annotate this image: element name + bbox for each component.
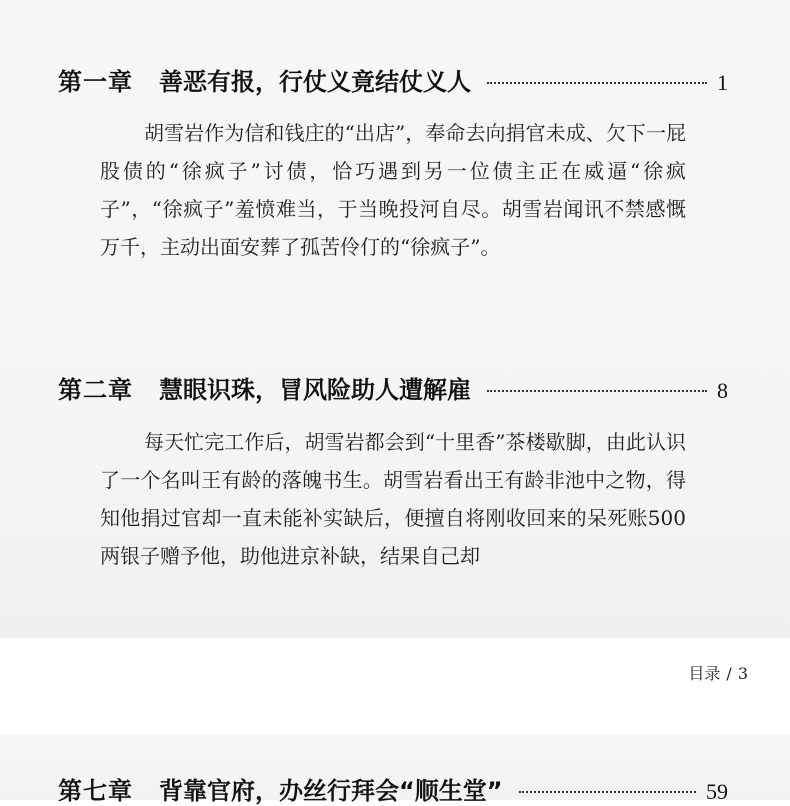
next-page-fragment bbox=[0, 735, 790, 805]
chapter-number: 第七章 bbox=[58, 777, 133, 805]
page-footer bbox=[688, 661, 748, 684]
chapter-title: 背靠官府，办丝行拜会“顺生堂” bbox=[159, 777, 503, 805]
chapter-1-entry bbox=[58, 62, 728, 97]
chapter-7-entry bbox=[58, 771, 728, 806]
chapter-page-number: 1 bbox=[717, 70, 728, 95]
dot-leader bbox=[487, 82, 707, 84]
summary-text: 每天忙完工作后，胡雪岩都会到“十里香”茶楼歇脚，由此认识了一个名叫王有龄的落魄书生。胡雪岩看出王有龄非池中之物，得知他捐过官却一直未能补实缺后，便擅自将刚收回来的呆死账500两银子赠予他，助他进京补缺，结果自己却 bbox=[100, 430, 686, 568]
chapter-1-summary bbox=[100, 114, 686, 266]
chapter-page-number: 8 bbox=[717, 378, 728, 403]
dot-leader bbox=[487, 390, 707, 392]
chapter-page-number: 59 bbox=[706, 779, 728, 804]
chapter-number: 第一章 bbox=[58, 68, 133, 96]
footer-separator: / bbox=[726, 664, 732, 683]
chapter-2-summary bbox=[100, 423, 686, 575]
dot-leader bbox=[519, 791, 696, 793]
chapter-number: 第二章 bbox=[58, 376, 133, 404]
footer-section-label: 目录 bbox=[688, 664, 721, 683]
footer-page-number: 3 bbox=[737, 664, 748, 683]
summary-text: 胡雪岩作为信和钱庄的“出店”，奉命去向捐官未成、欠下一屁股债的“徐疯子”讨债，恰巧遇到另一位债主正在威逼“徐疯子”，“徐疯子”羞愤难当，于当晚投河自尽。胡雪岩闻讯不禁感慨万千，主动出面安葬了孤苦伶仃的“徐疯子”。 bbox=[100, 121, 686, 259]
chapter-2-entry bbox=[58, 370, 728, 405]
chapter-title: 善恶有报，行仗义竟结仗义人 bbox=[159, 68, 471, 96]
chapter-title: 慧眼识珠，冒风险助人遭解雇 bbox=[159, 376, 471, 404]
